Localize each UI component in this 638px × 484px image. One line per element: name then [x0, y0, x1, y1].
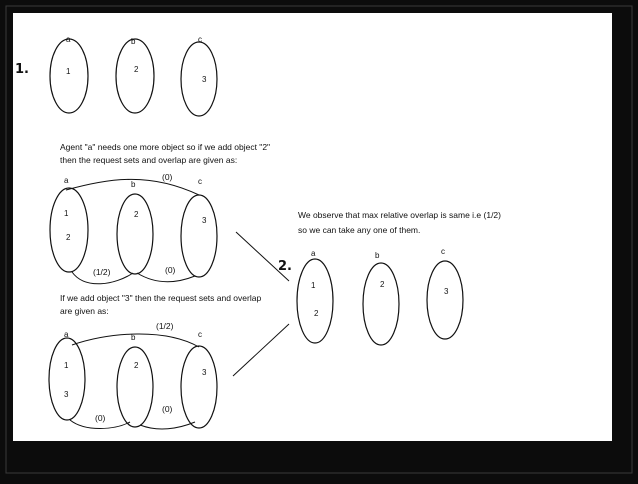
add3-overlap-ac: (1/2) [156, 321, 174, 331]
add3-overlap-bc: (0) [162, 404, 173, 414]
add2-overlap-ab: (1/2) [93, 267, 111, 277]
step2-item-b: 2 [380, 280, 385, 289]
step1-item-a: 1 [66, 67, 71, 76]
step1-item-b: 2 [134, 65, 139, 74]
add3-caption-line2: are given as: [60, 306, 109, 316]
add2-overlap-ac: (0) [162, 172, 173, 182]
add2-caption-line2: then the request sets and overlap are given as: [60, 155, 238, 165]
step2-label-c: c [441, 247, 445, 256]
step2-item-a1: 1 [311, 281, 316, 290]
add3-item-a2: 3 [64, 390, 69, 399]
step2-note-line1: We observe that max relative overlap is same i.e (1/2) [298, 210, 501, 220]
add2-label-b: b [131, 180, 136, 189]
add3-overlap-ab: (0) [95, 413, 106, 423]
add3-item-c: 3 [202, 368, 207, 377]
step2-number: 2. [278, 259, 292, 274]
step2-label-b: b [375, 251, 380, 260]
add2-item-a1: 1 [64, 209, 69, 218]
add3-caption-line1: If we add object "3" then the request sets and overlap [60, 293, 262, 303]
add3-item-a1: 1 [64, 361, 69, 370]
step2-item-c: 3 [444, 287, 449, 296]
step1-label-c: c [198, 35, 202, 44]
add3-item-b: 2 [134, 361, 139, 370]
add3-label-a: a [64, 330, 69, 339]
add2-label-a: a [64, 176, 69, 185]
step2-label-a: a [311, 249, 316, 258]
step2-note-line2: so we can take any one of them. [298, 225, 421, 235]
add2-item-c: 3 [202, 216, 207, 225]
step1-label-a: a [66, 35, 71, 44]
step1-item-c: 3 [202, 75, 207, 84]
step1-number: 1. [15, 62, 29, 77]
add2-item-b: 2 [134, 210, 139, 219]
add2-label-c: c [198, 177, 202, 186]
add3-label-c: c [198, 330, 202, 339]
add2-caption-line1: Agent "a" needs one more object so if we add object "2" [60, 142, 271, 152]
add3-label-b: b [131, 333, 136, 342]
add2-overlap-bc: (0) [165, 265, 176, 275]
step1-label-b: b [131, 37, 136, 46]
step2-item-a2: 2 [314, 309, 319, 318]
add2-item-a2: 2 [66, 233, 71, 242]
